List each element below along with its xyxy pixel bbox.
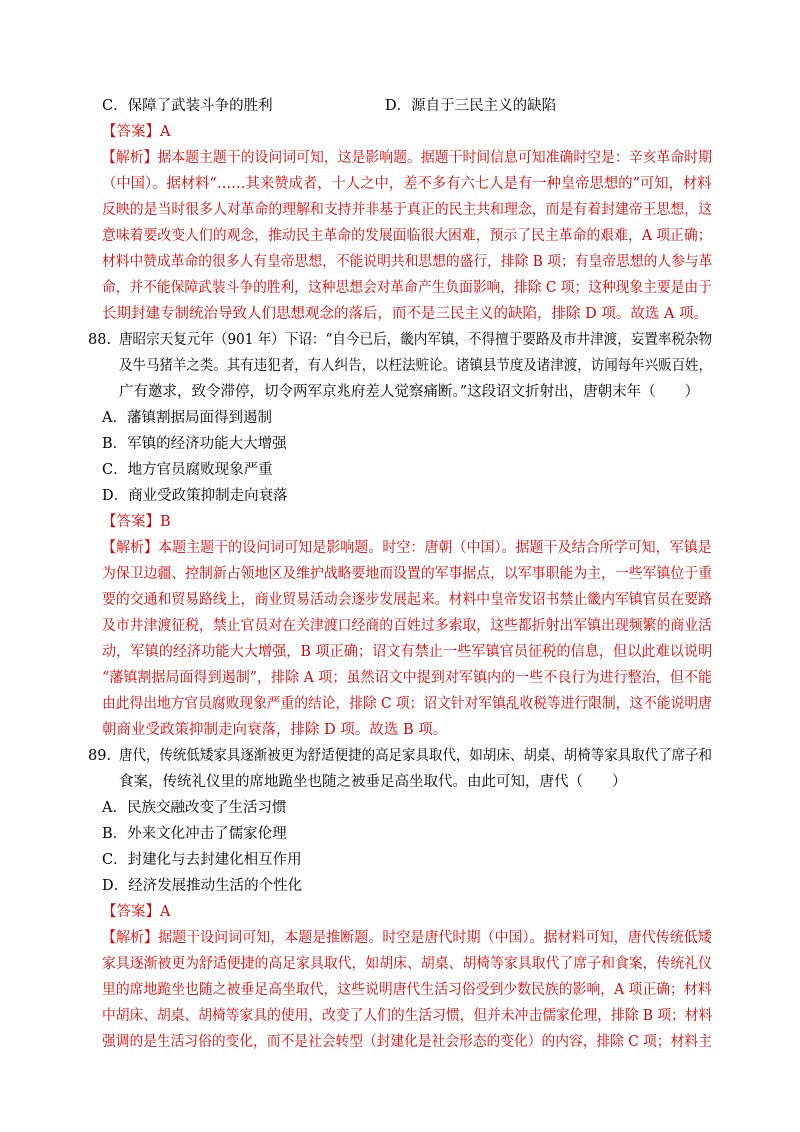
- q89-answer: 【答案】A: [102, 904, 171, 920]
- q87-analysis-line: 【解析】据本题主题干的设问词可知，这是影响题。据题干时间信息可知准确时空是：辛亥革命时期: [102, 150, 712, 166]
- q89-analysis-line: 家具逐渐被更为舒适便捷的高足家具取代，如胡床、胡桌、胡椅等家具取代了席子和食案，传统礼仪: [102, 956, 712, 972]
- q89-option-a[interactable]: A．民族交融改变了生活习惯: [102, 800, 287, 816]
- q88-analysis-line: 为保卫边疆、控制新占领地区及维护战略要地而设置的军事据点，以军事职能为主，一些军镇位于重: [102, 566, 712, 582]
- q89-stem-line: 食案，传统礼仪里的席地跪坐也随之被垂足高坐取代。由此可知，唐代（ ）: [119, 774, 627, 790]
- q88-analysis-line: “藩镇割据局面得到遏制”，排除 A 项；虽然诏文中提到对军镇内的一些不良行为进行整治，但不能: [102, 670, 713, 686]
- q88-option-d[interactable]: D．商业受政策抑制走向衰落: [102, 488, 288, 504]
- q88-analysis-line: 要的交通和贸易路线上，商业贸易活动会逐步发展起来。材料中皇帝发诏书禁止畿内军镇官员在要路: [102, 592, 712, 608]
- q88-analysis-line: 【解析】本题主题干的设问词可知是影响题。时空：唐朝（中国）。据题干及结合所学可知，军镇是: [102, 540, 712, 556]
- q89-analysis-line: 中胡床、胡桌、胡椅等家具的使用，改变了人们的生活习惯，但并未冲击儒家伦理，排除 B 项；材料: [102, 1008, 713, 1024]
- q89-option-c[interactable]: C．封建化与去封建化相互作用: [102, 852, 302, 868]
- q88-analysis-line: 由此得出地方官员腐败现象严重的结论，排除 C 项；诏文针对军镇乱收税等进行限制，这不能说明唐: [102, 696, 712, 712]
- q87-analysis-line: 材料中赞成革命的很多人有皇帝思想，不能说明共和思想的盛行，排除 B 项；有皇帝思想的人参与革: [102, 254, 713, 270]
- q87-analysis-line: 反映的是当时很多人对革命的理解和支持并非基于真正的民主共和理念，而是有着封建帝王思想，这: [102, 202, 712, 218]
- q88-analysis-line: 朝商业受政策抑制走向衰落，排除 D 项。故选 B 项。: [102, 722, 448, 738]
- q88-stem-line: 唐昭宗天复元年（901 年）下诏：“自今已后，畿内军镇，不得擅于要路及市井津渡，妄置率税杂物: [119, 332, 713, 348]
- q89-option-b[interactable]: B．外来文化冲击了儒家伦理: [102, 826, 287, 842]
- q87-analysis-line: 长期封建专制统治导致人们思想观念的落后，而不是三民主义的缺陷，排除 D 项。故选 A 项。: [102, 306, 709, 322]
- q88-stem-line: 广有邀求，致令滞停，切令两军京兆府差人觉察痛断。”这段诏文折射出，唐朝末年（ ）: [119, 384, 700, 400]
- q89-stem-line: 唐代，传统低矮家具逐渐被更为舒适便捷的高足家具取代，如胡床、胡桌、胡椅等家具取代了席子和: [119, 748, 713, 764]
- q87-analysis-line: （中国）。据材料“……其来赞成者，十人之中，差不多有六七人是有一种皇帝思想的”可知，材料: [102, 176, 712, 192]
- q88-answer: 【答案】B: [102, 514, 171, 530]
- q88-option-a[interactable]: A．藩镇割据局面得到遏制: [102, 410, 272, 426]
- q88-stem-line: 及牛马猪羊之类。其有违犯者，有人纠告，以枉法赃论。诸镇县节度及诸津渡，访闻每年兴贩百姓，: [119, 358, 713, 374]
- q87-answer: 【答案】A: [102, 124, 171, 140]
- q87-analysis-line: 意味着要改变人们的观念，推动民主革命的发展面临很大困难，预示了民主革命的艰难，A 项正确；: [102, 228, 712, 244]
- q89-analysis-line: 强调的是生活习俗的变化，而不是社会转型（封建化是社会形态的变化）的内容，排除 C 项；材料主: [102, 1034, 712, 1050]
- q87-option-d[interactable]: D．源自于三民主义的缺陷: [385, 98, 557, 114]
- q88-analysis-line: 动，军镇的经济功能大大增强，B 项正确；诏文有禁止一些军镇官员征税的信息，但以此难以说明: [102, 644, 713, 660]
- q89-number: 89.: [88, 748, 112, 764]
- q88-number: 88.: [88, 332, 112, 348]
- q89-option-d[interactable]: D．经济发展推动生活的个性化: [102, 878, 303, 894]
- q89-analysis-line: 里的席地跪坐也随之被垂足高坐取代，这些说明唐代生活习俗受到少数民族的影响，A 项正确；材料: [102, 982, 712, 998]
- q88-option-c[interactable]: C．地方官员腐败现象严重: [102, 462, 273, 478]
- q87-analysis-line: 命，并不能保障武装斗争的胜利，这种思想会对革命产生负面影响，排除 C 项；这种现象主要是由于: [102, 280, 712, 296]
- q87-option-c[interactable]: C．保障了武装斗争的胜利: [102, 98, 273, 114]
- q88-option-b[interactable]: B．军镇的经济功能大大增强: [102, 436, 287, 452]
- q88-analysis-line: 及市井津渡征税，禁止官员对在关津渡口经商的百姓过多索取，这些都折射出军镇出现频繁的商业活: [102, 618, 712, 634]
- q89-analysis-line: 【解析】据题干设问词可知，本题是推断题。时空是唐代时期（中国）。据材料可知，唐代传统低矮: [102, 930, 712, 946]
